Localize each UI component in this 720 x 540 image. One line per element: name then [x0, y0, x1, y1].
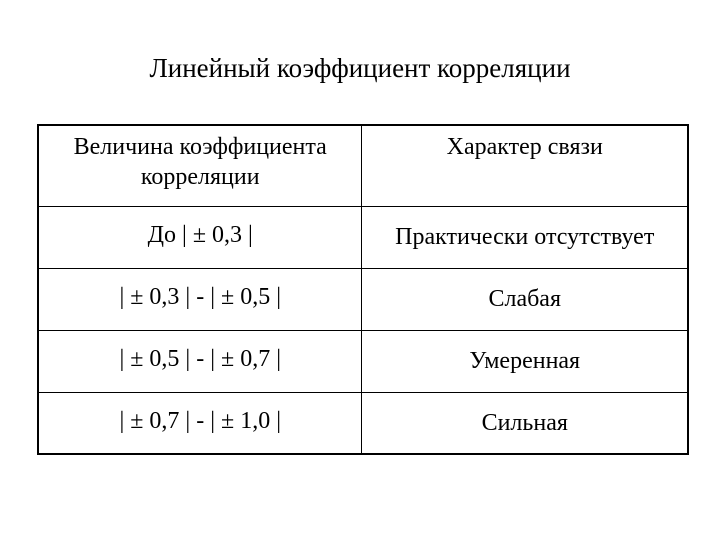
- table-row: [38, 330, 688, 392]
- coefficient-range-cell: | ± 0,7 | - | ± 1,0 |: [38, 392, 362, 454]
- header-relationship-type: Характер связи: [362, 125, 688, 206]
- coefficient-range-cell: | ± 0,3 | - | ± 0,5 |: [38, 268, 362, 330]
- table-row: [38, 206, 688, 268]
- relationship-cell: Практически отсутствует: [362, 206, 688, 268]
- correlation-table: [37, 124, 689, 455]
- header-coefficient-value: Величина коэффициента корреляции: [38, 125, 362, 206]
- relationship-cell: Сильная: [362, 392, 688, 454]
- relationship-cell: Слабая: [362, 268, 688, 330]
- coefficient-range-cell: До | ± 0,3 |: [38, 206, 362, 268]
- table-row: [38, 392, 688, 454]
- slide-title: Линейный коэффициент корреляции: [149, 53, 571, 83]
- coefficient-range-cell: | ± 0,5 | - | ± 0,7 |: [38, 330, 362, 392]
- relationship-cell: Умеренная: [362, 330, 688, 392]
- table-header-row: [38, 125, 688, 206]
- table-row: [38, 268, 688, 330]
